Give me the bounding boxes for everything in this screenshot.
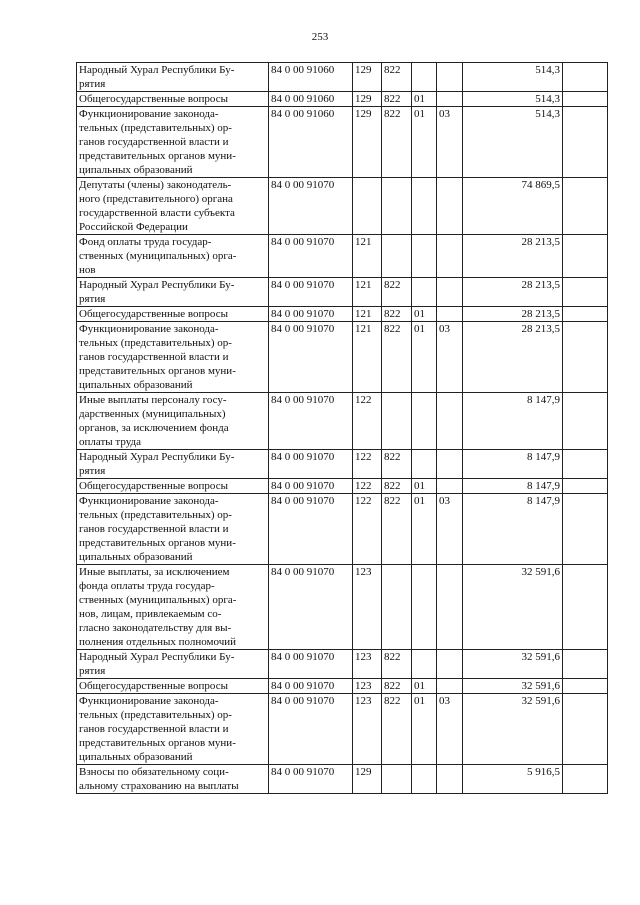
table-row [77,565,608,650]
cell-subsection [437,92,463,107]
cell-subsection: 03 [437,494,463,565]
cell-target-article: 84 0 00 91070 [269,307,353,322]
cell-target-article: 84 0 00 91060 [269,107,353,178]
cell-subsection [437,450,463,479]
cell-target-article: 84 0 00 91070 [269,565,353,650]
cell-amount: 28 213,5 [463,235,563,278]
cell-section: 01 [412,494,437,565]
cell-empty [563,322,608,393]
cell-amount: 32 591,6 [463,679,563,694]
cell-empty [563,107,608,178]
cell-name: Общегосударственные вопросы [77,307,269,322]
cell-amount: 74 869,5 [463,178,563,235]
cell-target-article: 84 0 00 91070 [269,765,353,794]
cell-subsection [437,393,463,450]
table-row [77,694,608,765]
cell-section [412,63,437,92]
cell-department: 822 [382,92,412,107]
cell-name: Народный Хурал Республики Бу- рятия [77,450,269,479]
table-row [77,178,608,235]
cell-section [412,450,437,479]
cell-name: Общегосударственные вопросы [77,92,269,107]
cell-empty [563,650,608,679]
cell-amount: 28 213,5 [463,307,563,322]
cell-target-article: 84 0 00 91070 [269,235,353,278]
cell-expense-type: 129 [353,765,382,794]
cell-amount: 28 213,5 [463,322,563,393]
cell-subsection [437,307,463,322]
cell-section [412,235,437,278]
budget-table-body [77,63,608,794]
cell-name: Функционирование законода- тельных (представительных) ор- ганов государственной власти и представительных органов муни- ципальных образований [77,107,269,178]
cell-expense-type: 123 [353,679,382,694]
cell-target-article: 84 0 00 91070 [269,393,353,450]
cell-subsection [437,63,463,92]
cell-department: 822 [382,679,412,694]
cell-target-article: 84 0 00 91060 [269,92,353,107]
cell-expense-type: 123 [353,694,382,765]
cell-expense-type: 122 [353,479,382,494]
cell-empty [563,307,608,322]
table-row [77,278,608,307]
cell-subsection [437,679,463,694]
cell-section [412,278,437,307]
cell-target-article: 84 0 00 91070 [269,479,353,494]
cell-subsection [437,278,463,307]
table-row [77,322,608,393]
cell-expense-type: 123 [353,565,382,650]
cell-expense-type: 123 [353,650,382,679]
cell-empty [563,679,608,694]
cell-department: 822 [382,322,412,393]
cell-subsection: 03 [437,694,463,765]
table-row [77,679,608,694]
table-row [77,479,608,494]
cell-amount: 8 147,9 [463,450,563,479]
cell-expense-type: 121 [353,278,382,307]
cell-expense-type: 121 [353,322,382,393]
cell-empty [563,63,608,92]
budget-table [76,62,608,794]
cell-department [382,393,412,450]
cell-empty [563,494,608,565]
cell-empty [563,278,608,307]
cell-section [412,765,437,794]
cell-name: Народный Хурал Республики Бу- рятия [77,63,269,92]
cell-empty [563,765,608,794]
cell-target-article: 84 0 00 91070 [269,278,353,307]
cell-department: 822 [382,63,412,92]
cell-department: 822 [382,650,412,679]
cell-section: 01 [412,92,437,107]
cell-expense-type [353,178,382,235]
cell-name: Фонд оплаты труда государ- ственных (муниципальных) орга- нов [77,235,269,278]
cell-expense-type: 121 [353,307,382,322]
table-row [77,393,608,450]
cell-empty [563,450,608,479]
cell-expense-type: 129 [353,107,382,178]
cell-section [412,393,437,450]
cell-subsection [437,650,463,679]
cell-department [382,235,412,278]
cell-name: Общегосударственные вопросы [77,479,269,494]
table-row [77,450,608,479]
cell-name: Народный Хурал Республики Бу- рятия [77,278,269,307]
cell-empty [563,178,608,235]
cell-expense-type: 129 [353,63,382,92]
cell-name: Иные выплаты, за исключением фонда оплаты труда государ- ственных (муниципальных) орга- нов, лицам, привлекаемым со- гласно законодательству для вы- полнения отдельных полномочий [77,565,269,650]
cell-subsection [437,765,463,794]
cell-target-article: 84 0 00 91070 [269,450,353,479]
cell-amount: 28 213,5 [463,278,563,307]
cell-empty [563,92,608,107]
cell-target-article: 84 0 00 91060 [269,63,353,92]
table-row [77,235,608,278]
cell-subsection [437,479,463,494]
cell-amount: 32 591,6 [463,650,563,679]
cell-section: 01 [412,307,437,322]
cell-amount: 32 591,6 [463,694,563,765]
cell-subsection: 03 [437,322,463,393]
cell-section: 01 [412,679,437,694]
cell-empty [563,393,608,450]
cell-name: Взносы по обязательному соци- альному страхованию на выплаты [77,765,269,794]
table-row [77,92,608,107]
cell-section: 01 [412,479,437,494]
cell-expense-type: 122 [353,494,382,565]
cell-department [382,178,412,235]
cell-amount: 32 591,6 [463,565,563,650]
cell-expense-type: 122 [353,450,382,479]
cell-target-article: 84 0 00 91070 [269,494,353,565]
cell-empty [563,479,608,494]
cell-empty [563,235,608,278]
cell-department: 822 [382,450,412,479]
cell-section: 01 [412,107,437,178]
table-row [77,63,608,92]
cell-name: Функционирование законода- тельных (представительных) ор- ганов государственной власти и представительных органов муни- ципальных образований [77,694,269,765]
cell-department: 822 [382,278,412,307]
cell-amount: 8 147,9 [463,494,563,565]
cell-amount: 514,3 [463,107,563,178]
table-row [77,494,608,565]
cell-department: 822 [382,107,412,178]
cell-section [412,565,437,650]
cell-department: 822 [382,479,412,494]
cell-name: Функционирование законода- тельных (представительных) ор- ганов государственной власти и представительных органов муни- ципальных образований [77,322,269,393]
cell-name: Общегосударственные вопросы [77,679,269,694]
cell-department: 822 [382,694,412,765]
cell-empty [563,694,608,765]
page-number: 253 [311,31,329,43]
cell-amount: 514,3 [463,92,563,107]
cell-section [412,178,437,235]
cell-target-article: 84 0 00 91070 [269,650,353,679]
cell-department [382,765,412,794]
cell-subsection [437,178,463,235]
cell-name: Народный Хурал Республики Бу- рятия [77,650,269,679]
table-row [77,107,608,178]
cell-department: 822 [382,494,412,565]
cell-target-article: 84 0 00 91070 [269,178,353,235]
cell-name: Депутаты (члены) законодатель- ного (представительного) органа государственной власти субъекта Российской Федерации [77,178,269,235]
cell-empty [563,565,608,650]
cell-amount: 8 147,9 [463,393,563,450]
cell-section: 01 [412,694,437,765]
cell-amount: 8 147,9 [463,479,563,494]
cell-expense-type: 122 [353,393,382,450]
table-row [77,765,608,794]
cell-name: Функционирование законода- тельных (представительных) ор- ганов государственной власти и представительных органов муни- ципальных образований [77,494,269,565]
cell-subsection [437,235,463,278]
cell-target-article: 84 0 00 91070 [269,322,353,393]
table-row [77,650,608,679]
table-row [77,307,608,322]
cell-section [412,650,437,679]
cell-amount: 514,3 [463,63,563,92]
cell-name: Иные выплаты персоналу госу- дарственных (муниципальных) органов, за исключением фонда оплаты труда [77,393,269,450]
cell-subsection: 03 [437,107,463,178]
cell-target-article: 84 0 00 91070 [269,679,353,694]
cell-expense-type: 121 [353,235,382,278]
cell-department [382,565,412,650]
cell-section: 01 [412,322,437,393]
cell-expense-type: 129 [353,92,382,107]
cell-amount: 5 916,5 [463,765,563,794]
cell-subsection [437,565,463,650]
cell-department: 822 [382,307,412,322]
cell-target-article: 84 0 00 91070 [269,694,353,765]
